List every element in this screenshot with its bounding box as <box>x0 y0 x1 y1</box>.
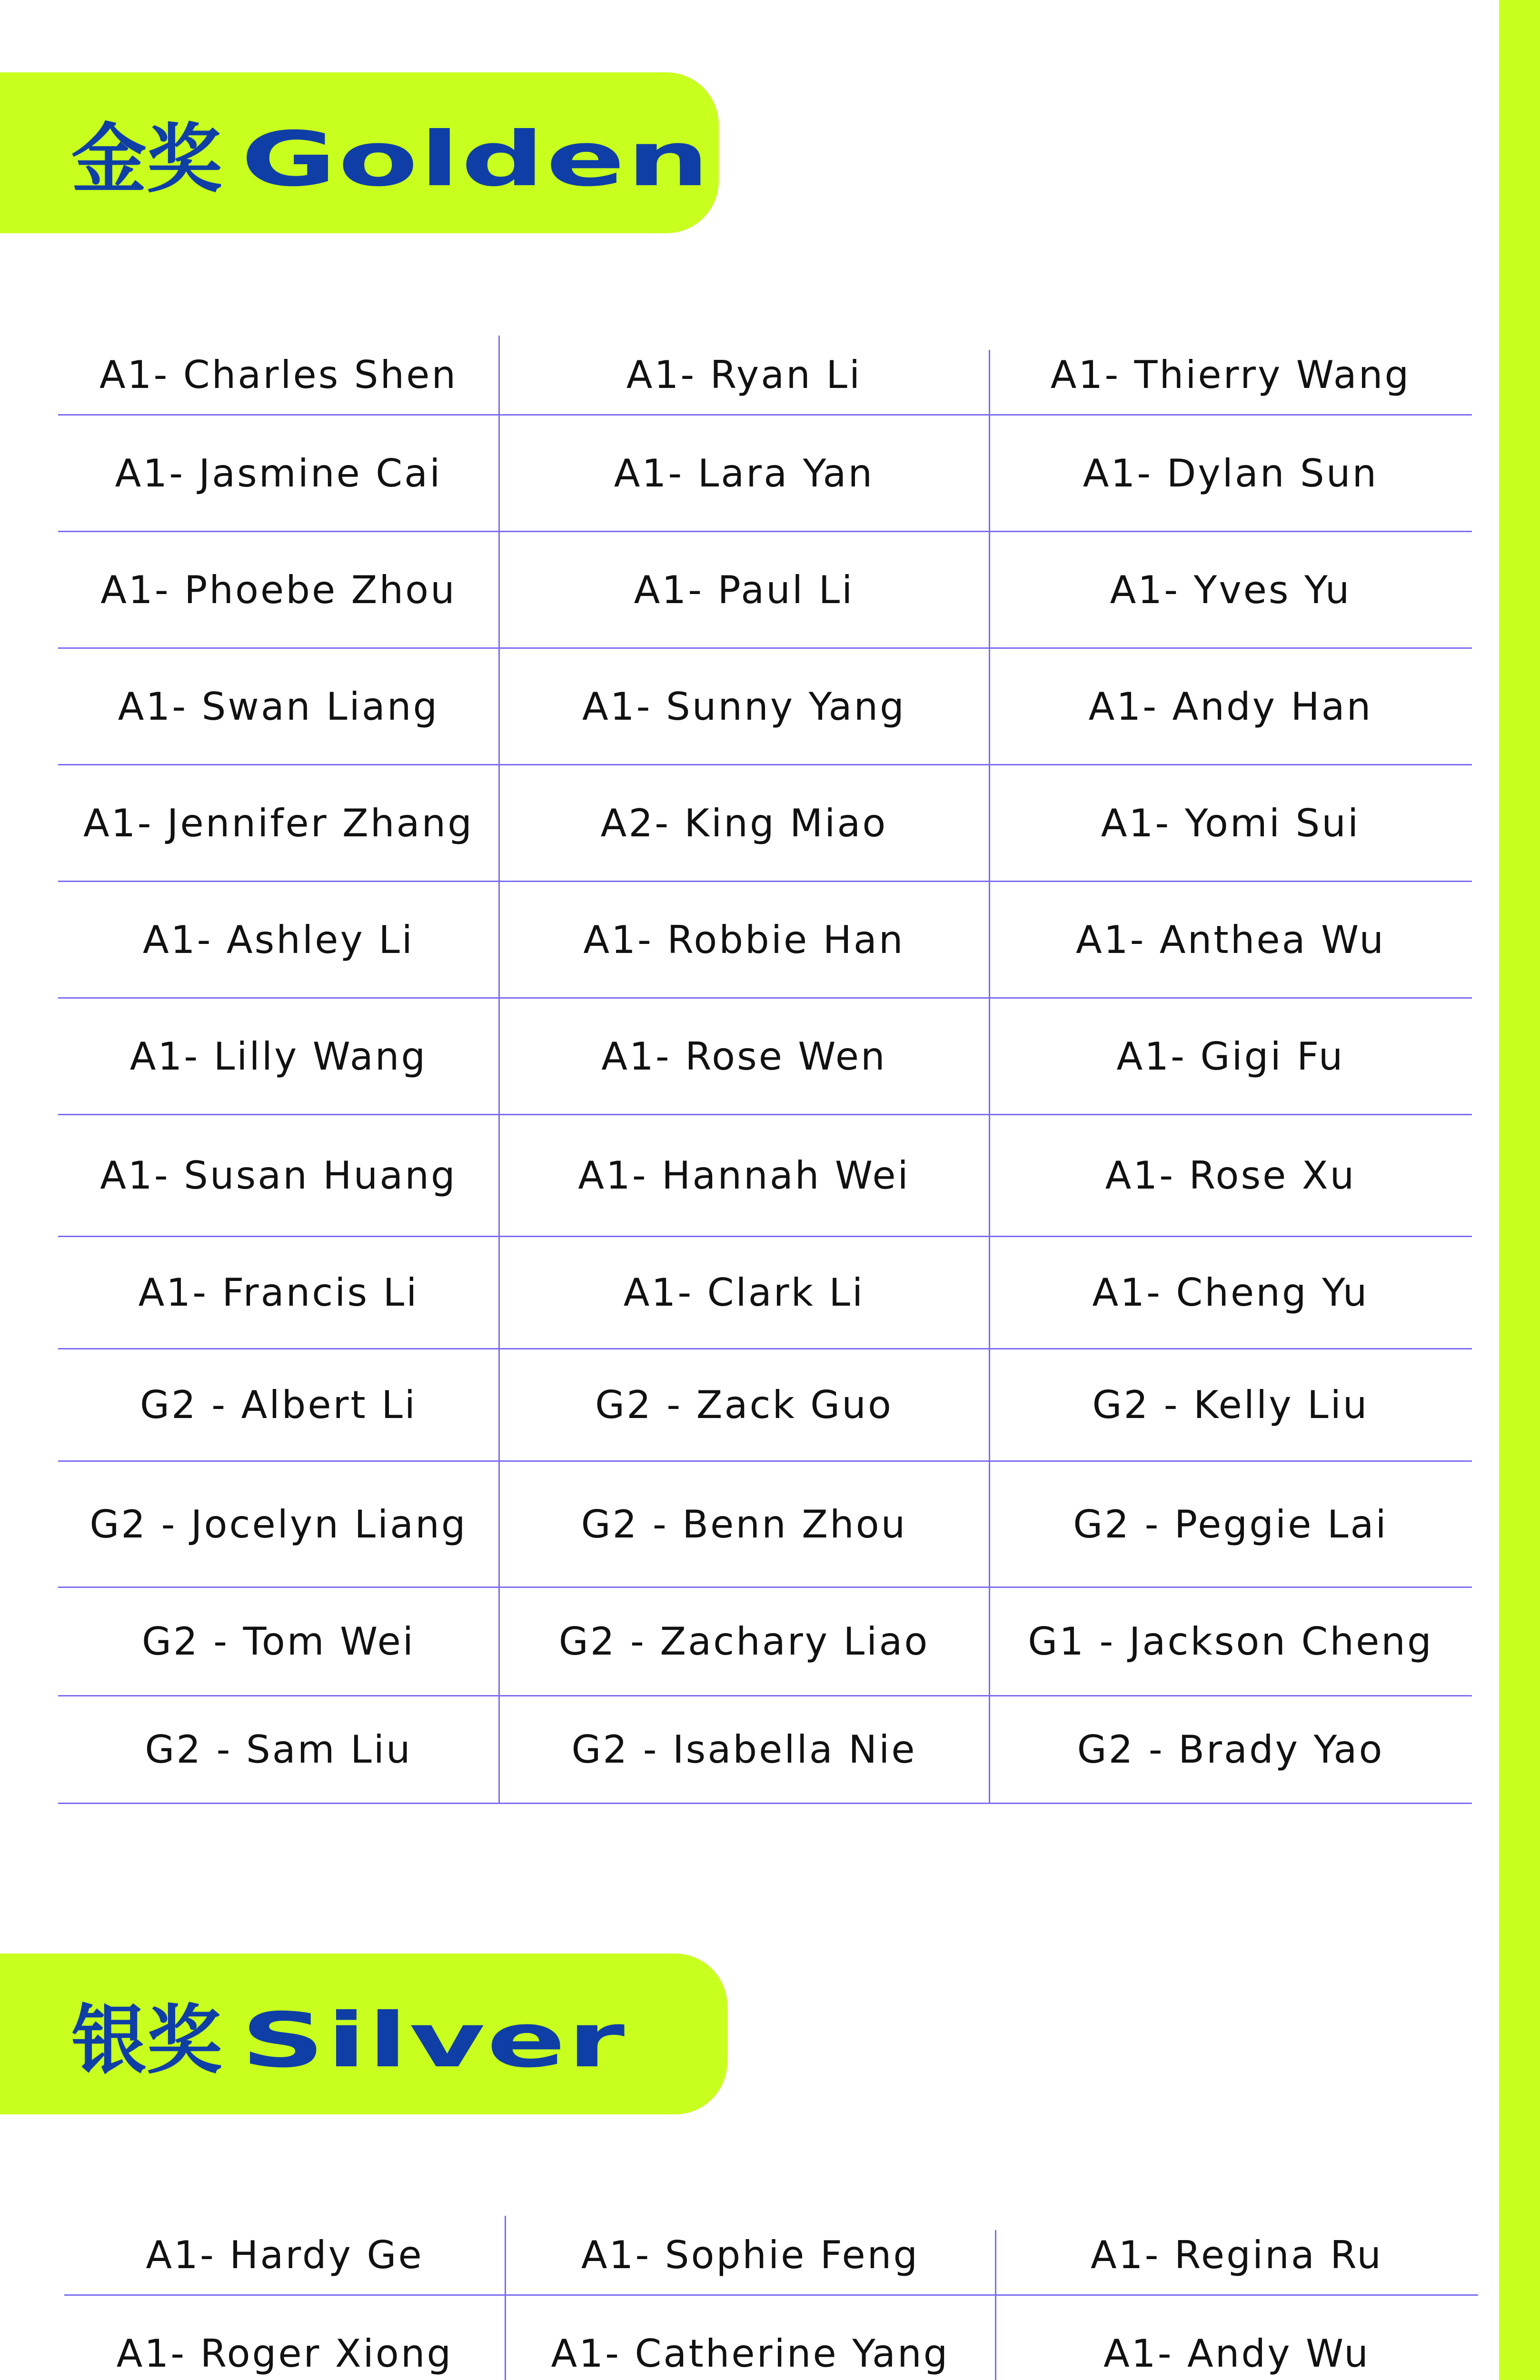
table-row <box>58 336 1472 416</box>
table-row <box>58 649 1472 765</box>
name-cell: G2 - Jocelyn Liang <box>89 1502 467 1547</box>
name-cell: A1- Susan Huang <box>100 1153 457 1198</box>
name-cell: A2- King Miao <box>600 801 888 845</box>
name-cell: A1- Lilly Wang <box>129 1034 427 1079</box>
table-row <box>64 2296 1478 2380</box>
name-cell: A1- Yves Yu <box>1110 567 1351 612</box>
golden-title-en: Golden <box>241 115 711 203</box>
name-cell: A1- Anthea Wu <box>1075 917 1386 962</box>
golden-banner <box>0 72 719 233</box>
name-cell: A1- Andy Wu <box>1103 2331 1370 2376</box>
name-cell: A1- Gigi Fu <box>1116 1034 1345 1079</box>
table-row <box>58 1115 1472 1237</box>
name-cell: G2 - Albert Li <box>139 1383 417 1427</box>
name-cell: A1- Rose Wen <box>601 1034 887 1079</box>
silver-title <box>71 1980 626 2088</box>
table-row <box>58 882 1472 999</box>
name-cell: A1- Lara Yan <box>614 451 874 496</box>
silver-banner <box>0 1954 727 2114</box>
table-row <box>58 1462 1472 1588</box>
name-cell: A1- Roger Xiong <box>116 2331 453 2376</box>
golden-title <box>71 99 711 207</box>
name-cell: A1- Paul Li <box>634 567 854 612</box>
golden-table <box>58 336 1472 1804</box>
name-cell: A1- Ryan Li <box>626 353 862 397</box>
name-cell: A1- Andy Han <box>1088 684 1373 729</box>
silver-table <box>64 2216 1478 2380</box>
name-cell: G2 - Benn Zhou <box>581 1502 907 1547</box>
table-row <box>58 1696 1472 1804</box>
name-cell: A1- Thierry Wang <box>1050 353 1411 397</box>
table-row <box>58 532 1472 649</box>
name-cell: G2 - Tom Wei <box>141 1619 416 1664</box>
name-cell: A1- Rose Xu <box>1105 1153 1356 1198</box>
name-cell: A1- Hannah Wei <box>578 1153 910 1198</box>
silver-title-en: Silver <box>241 1996 626 2084</box>
name-cell: G2 - Isabella Nie <box>571 1727 917 1772</box>
name-cell: A1- Hardy Ge <box>146 2233 424 2277</box>
name-cell: A1- Charles Shen <box>99 353 458 397</box>
name-cell: G2 - Brady Yao <box>1077 1727 1384 1772</box>
name-cell: A1- Cheng Yu <box>1092 1270 1369 1315</box>
name-cell: G2 - Peggie Lai <box>1073 1502 1388 1547</box>
name-cell: A1- Sophie Feng <box>581 2233 920 2277</box>
name-cell: A1- Yomi Sui <box>1101 801 1361 845</box>
golden-title-cn: 金奖 <box>71 115 222 203</box>
name-cell: A1- Swan Liang <box>118 684 439 729</box>
table-row <box>58 1349 1472 1462</box>
name-cell: A1- Catherine Yang <box>551 2331 950 2376</box>
name-cell: G1 - Jackson Cheng <box>1028 1619 1433 1664</box>
name-cell: A1- Regina Ru <box>1091 2233 1383 2277</box>
name-cell: A1- Dylan Sun <box>1083 451 1379 496</box>
name-cell: A1- Robbie Han <box>583 917 905 962</box>
name-cell: A1- Sunny Yang <box>582 684 906 729</box>
name-cell: G2 - Zack Guo <box>595 1383 893 1427</box>
name-cell: A1- Ashley Li <box>142 917 415 962</box>
name-cell: A1- Jasmine Cai <box>115 451 442 496</box>
table-row <box>58 999 1472 1115</box>
name-cell: G2 - Kelly Liu <box>1092 1383 1369 1427</box>
table-row <box>58 1237 1472 1349</box>
table-row <box>58 416 1472 532</box>
table-row <box>64 2216 1478 2296</box>
name-cell: G2 - Sam Liu <box>145 1727 412 1772</box>
name-cell: A1- Phoebe Zhou <box>100 567 457 612</box>
name-cell: A1- Clark Li <box>623 1270 865 1315</box>
name-cell: A1- Jennifer Zhang <box>83 801 474 845</box>
name-cell: G2 - Zachary Liao <box>558 1619 930 1664</box>
table-row <box>58 765 1472 882</box>
table-row <box>58 1588 1472 1696</box>
silver-title-cn: 银奖 <box>71 1996 222 2084</box>
name-cell: A1- Francis Li <box>138 1270 419 1315</box>
right-accent-bar <box>1499 0 1540 2380</box>
